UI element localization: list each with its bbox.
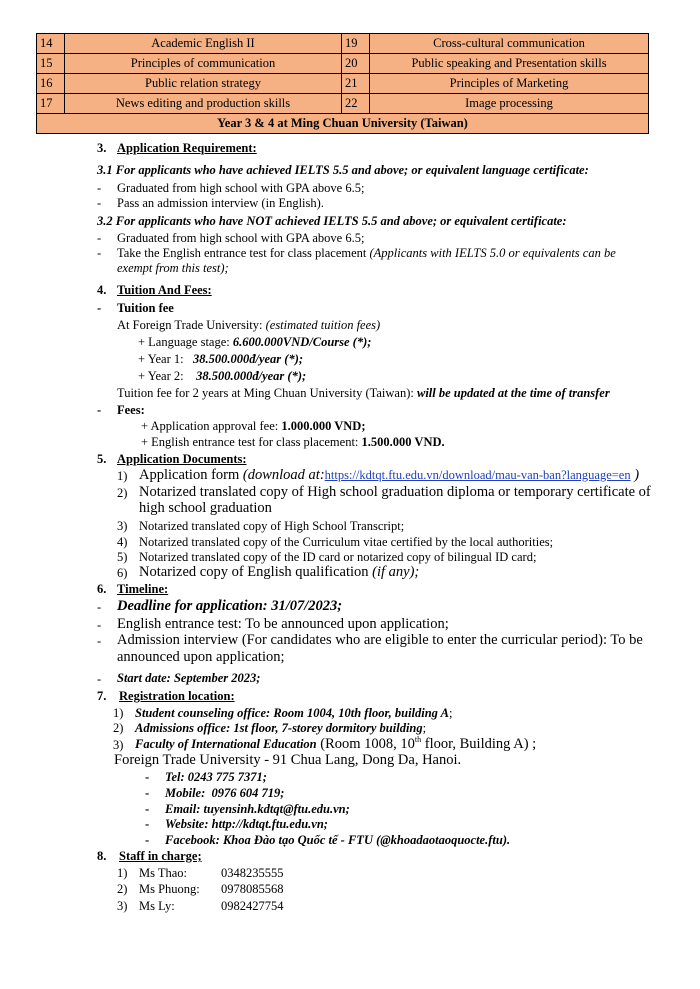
text: Admissions office: 1st floor, 7-storey dormitory building	[135, 721, 423, 735]
contact-facebook: Facebook: Khoa Đào tạo Quốc tế - FTU (@khoadaotaoquocte.ftu).	[165, 833, 511, 847]
bullet-dash: -	[145, 770, 150, 784]
fee-amount: 38.500.000đ/year (*);	[192, 352, 304, 366]
bullet-dash: -	[97, 231, 102, 245]
section-number: 3.	[97, 141, 107, 155]
text: + Language stage:	[138, 335, 233, 349]
table-row	[37, 114, 649, 134]
bullet-dash: -	[145, 833, 150, 847]
document-item-4: Notarized translated copy of the Curriculum vitae certified by the local authorities;	[139, 535, 554, 549]
list-number: 6)	[117, 566, 128, 580]
tuition-label: Tuition fee	[117, 301, 174, 315]
download-link[interactable]: https://kdtqt.ftu.edu.vn/download/mau-van-ban?language=en	[324, 468, 631, 482]
course-number: 22	[342, 94, 370, 114]
text: (download at:	[242, 467, 325, 483]
text: + Year 2:	[138, 369, 197, 383]
fee-year-1	[138, 352, 303, 367]
course-number: 21	[342, 74, 370, 94]
text: Faculty of International Education	[135, 737, 317, 751]
course-number: 16	[37, 74, 65, 94]
section-number: 7.	[97, 689, 107, 703]
list-number: 2)	[113, 721, 124, 735]
bullet-dash: -	[97, 600, 102, 614]
subsection-heading: 3.2 For applicants who have NOT achieved IELTS 5.5 and above; or equivalent certificate:	[97, 214, 567, 228]
start-date-text: Start date: September 2023;	[117, 671, 261, 685]
text: Tuition fee for 2 years at Ming Chuan University (Taiwan):	[117, 386, 417, 400]
text: (Room 1008, 10	[316, 736, 415, 752]
bullet-dash: -	[97, 246, 102, 260]
text: + Application approval fee:	[141, 419, 282, 433]
section-number: 5.	[97, 452, 107, 466]
ftu-tuition-line	[117, 318, 380, 333]
text: Student counseling office: Room 1004, 10th floor, building A	[135, 706, 449, 720]
bullet-dash: -	[97, 618, 102, 632]
course-number: 17	[37, 94, 65, 114]
course-name: Public relation strategy	[65, 74, 342, 94]
fee-amount: 38.500.000đ/year (*);	[196, 369, 307, 383]
fee-year-2	[138, 369, 306, 384]
entrance-test-text: English entrance test: To be announced upon application;	[117, 616, 449, 632]
contact-email: Email: tuyensinh.kdtqt@ftu.edu.vn;	[165, 802, 350, 816]
list-item: Graduated from high school with GPA above 6.5;	[117, 181, 365, 195]
bullet-dash: -	[97, 672, 102, 686]
interview-text: Admission interview (For candidates who are eligible to enter the curricular period): To be	[117, 632, 643, 648]
text: ;	[448, 706, 453, 720]
text: + Year 1:	[138, 352, 193, 366]
list-number: 3)	[117, 519, 128, 533]
list-number: 5)	[117, 550, 128, 564]
text: floor, Building A) ;	[421, 736, 537, 752]
location-item-2	[135, 721, 426, 736]
contact-mobile: Mobile: 0976 604 719;	[165, 786, 285, 800]
item-text: Take the English entrance test for class placement	[117, 246, 370, 260]
deadline-text: Deadline for application: 31/07/2023;	[117, 598, 343, 614]
course-name: Principles of communication	[65, 54, 342, 74]
table-row	[37, 34, 649, 54]
section-number: 8.	[97, 849, 107, 863]
document-item-3: Notarized translated copy of High School Transcript;	[139, 519, 405, 533]
item-note-continued: exempt from this test);	[117, 261, 229, 275]
section-title-staff: Staff in charge;	[119, 849, 202, 863]
bullet-dash: -	[145, 817, 150, 831]
table-row	[37, 74, 649, 94]
mcu-tuition-line	[117, 386, 610, 401]
section-number: 4.	[97, 283, 107, 297]
bullet-dash: -	[145, 802, 150, 816]
staff-phone: 0348235555	[221, 866, 284, 880]
table-row	[37, 94, 649, 114]
course-table	[36, 33, 649, 134]
text: + English entrance test for class placement:	[141, 435, 362, 449]
text: At Foreign Trade University:	[117, 318, 266, 332]
contact-website: Website: http://kdtqt.ftu.edu.vn;	[165, 817, 328, 831]
course-name: Public speaking and Presentation skills	[370, 54, 649, 74]
bullet-dash: -	[97, 301, 102, 315]
course-name: Academic English II	[65, 34, 342, 54]
list-item	[117, 246, 616, 261]
course-number: 20	[342, 54, 370, 74]
list-number: 4)	[117, 535, 128, 549]
staff-name: Ms Phuong:	[139, 882, 200, 896]
list-number: 1)	[117, 469, 128, 483]
bullet-dash: -	[97, 634, 102, 648]
document-item-5: Notarized translated copy of the ID card or notarized copy of bilingual ID card;	[139, 550, 537, 564]
staff-index: 2)	[117, 882, 128, 896]
section-title-tuition: Tuition And Fees:	[117, 283, 212, 297]
subsection-heading: 3.1 For applicants who have achieved IELTS 5.5 and above; or equivalent language certificate:	[97, 163, 589, 177]
text: ;	[422, 721, 427, 735]
table-row	[37, 54, 649, 74]
fee-amount: 6.600.000VND/Course (*);	[232, 335, 372, 349]
fee-amount: 1.500.000 VND.	[361, 435, 445, 449]
document-item-2: Notarized translated copy of High school graduation diploma or temporary certificate of	[139, 484, 651, 500]
staff-index: 1)	[117, 866, 128, 880]
list-number: 3)	[113, 738, 124, 752]
section-title-timeline: Timeline:	[117, 582, 169, 596]
location-item-1	[135, 706, 452, 721]
staff-name: Ms Ly:	[139, 899, 175, 913]
course-name: Principles of Marketing	[370, 74, 649, 94]
staff-index: 3)	[117, 899, 128, 913]
fee-language-stage	[138, 335, 371, 350]
list-number: 1)	[113, 706, 124, 720]
course-name: Cross-cultural communication	[370, 34, 649, 54]
course-number: 19	[342, 34, 370, 54]
section-number: 6.	[97, 582, 107, 596]
ftu-address: Foreign Trade University - 91 Chua Lang, Dong Da, Hanoi.	[114, 752, 462, 768]
text: )	[630, 467, 640, 483]
contact-tel: Tel: 0243 775 7371;	[165, 770, 267, 784]
text: (if any);	[372, 564, 420, 580]
fees-label: Fees:	[117, 403, 145, 417]
document-item-1	[139, 468, 639, 483]
text-note: (estimated tuition fees)	[265, 318, 381, 332]
bullet-dash: -	[145, 786, 150, 800]
text: Notarized copy of English qualification	[139, 564, 373, 580]
course-number: 14	[37, 34, 65, 54]
list-item: Graduated from high school with GPA above 6.5;	[117, 231, 365, 245]
fee-application-approval	[141, 419, 366, 434]
document-item-6	[139, 565, 419, 580]
fee-amount: 1.000.000 VND;	[281, 419, 366, 433]
year-row-heading: Year 3 & 4 at Ming Chuan University (Taiwan)	[37, 114, 649, 134]
staff-phone: 0982427754	[221, 899, 284, 913]
section-title-documents: Application Documents:	[117, 452, 247, 466]
superscript: th	[414, 735, 422, 745]
bullet-dash: -	[97, 403, 102, 417]
item-note: (Applicants with IELTS 5.0 or equivalents can be	[369, 246, 616, 260]
staff-phone: 0978085568	[221, 882, 284, 896]
staff-name: Ms Thao:	[139, 866, 188, 880]
text: Application form	[139, 467, 243, 483]
course-name: News editing and production skills	[65, 94, 342, 114]
document-item-2-continued: high school graduation	[139, 500, 272, 516]
course-number: 15	[37, 54, 65, 74]
list-item: Pass an admission interview (in English).	[117, 196, 324, 210]
text-note: will be updated at the time of transfer	[417, 386, 610, 400]
section-title-registration: Registration location:	[119, 689, 235, 703]
bullet-dash: -	[97, 181, 102, 195]
bullet-dash: -	[97, 196, 102, 210]
section-title-requirements: Application Requirement:	[117, 141, 257, 155]
list-number: 2)	[117, 486, 128, 500]
course-name: Image processing	[370, 94, 649, 114]
fee-entrance-test	[141, 435, 445, 450]
location-item-3	[135, 737, 536, 752]
interview-text-continued: announced upon application;	[117, 649, 285, 665]
